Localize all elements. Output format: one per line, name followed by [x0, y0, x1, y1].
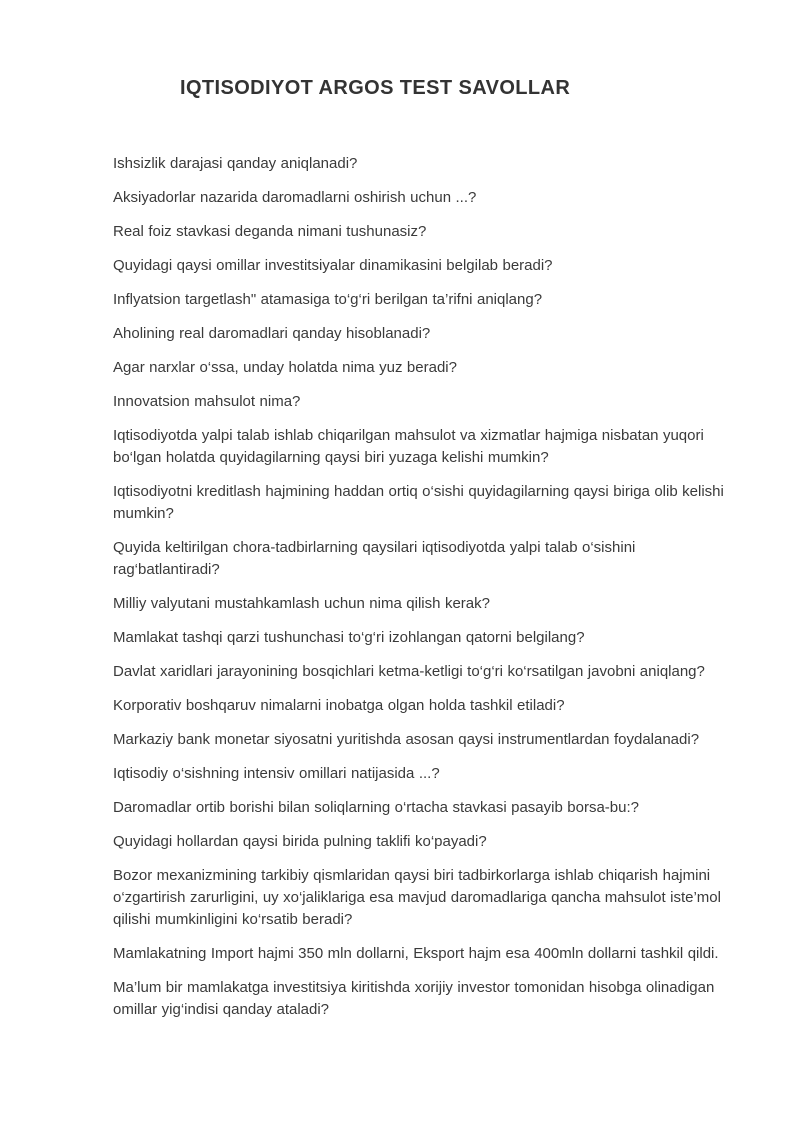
question-item: Aksiyadorlar nazarida daromadlarni oshirish uchun ...? — [113, 189, 477, 206]
question-list — [113, 153, 741, 1021]
question-item: Korporativ boshqaruv nimalarni inobatga olgan holda tashkil etiladi? — [113, 697, 565, 714]
question-item: Mamlakat tashqi qarzi tushunchasi to‘g‘ri izohlangan qatorni belgilang? — [113, 629, 585, 646]
question-item: Milliy valyutani mustahkamlash uchun nima qilish kerak? — [113, 595, 490, 612]
page-title: IQTISODIYOT ARGOS TEST SAVOLLAR — [180, 77, 571, 99]
question-item: Ma’lum bir mamlakatga investitsiya kiritishda xorijiy investor tomonidan hisobga olinadigan omillar yig‘indisi qanday ataladi? — [113, 979, 715, 1018]
question-item: Aholining real daromadlari qanday hisoblanadi? — [113, 325, 431, 342]
question-item: Inflyatsion targetlash" atamasiga to‘g‘ri berilgan ta’rifni aniqlang? — [113, 291, 543, 308]
question-item: Mamlakatning Import hajmi 350 mln dollarni, Eksport hajm esa 400mln dollarni tashkil qildi. — [113, 945, 719, 962]
question-item: Iqtisodiyotda yalpi talab ishlab chiqarilgan mahsulot va xizmatlar hajmiga nisbatan yuqori bo‘lgan holatda quyidagilarning qaysi biri yuzaga kelishi mumkin? — [113, 427, 704, 466]
question-item: Innovatsion mahsulot nima? — [113, 393, 301, 410]
question-item: Davlat xaridlari jarayonining bosqichlari ketma-ketligi to‘g‘ri ko‘rsatilgan javobni aniqlang? — [113, 663, 705, 680]
question-item: Real foiz stavkasi deganda nimani tushunasiz? — [113, 223, 427, 240]
question-item: Daromadlar ortib borishi bilan soliqlarning o‘rtacha stavkasi pasayib borsa-bu:? — [113, 799, 640, 816]
question-item: Ishsizlik darajasi qanday aniqlanadi? — [113, 155, 358, 172]
question-item: Markaziy bank monetar siyosatni yuritishda asosan qaysi instrumentlardan foydalanadi? — [113, 731, 700, 748]
question-item: Quyida keltirilgan chora-tadbirlarning qaysilari iqtisodiyotda yalpi talab o‘sishini rag‘batlantiradi? — [113, 539, 636, 578]
question-item: Iqtisodiyotni kreditlash hajmining haddan ortiq o‘sishi quyidagilarning qaysi biriga olib kelishi mumkin? — [113, 483, 724, 522]
question-item: Bozor mexanizmining tarkibiy qismlaridan qaysi biri tadbirkorlarga ishlab chiqarish hajmini o‘zgartirish zarurligini, uy xo‘jaliklariga esa mavjud daromadlariga qancha mahsulot iste’mol qilishi mumkinligini ko‘rsatib beradi? — [113, 867, 721, 928]
question-item: Quyidagi qaysi omillar investitsiyalar dinamikasini belgilab beradi? — [113, 257, 553, 274]
question-item: Quyidagi hollardan qaysi birida pulning taklifi ko‘payadi? — [113, 833, 487, 850]
question-item: Agar narxlar o‘ssa, unday holatda nima yuz beradi? — [113, 359, 457, 376]
question-item: Iqtisodiy o‘sishning intensiv omillari natijasida ...? — [113, 765, 440, 782]
